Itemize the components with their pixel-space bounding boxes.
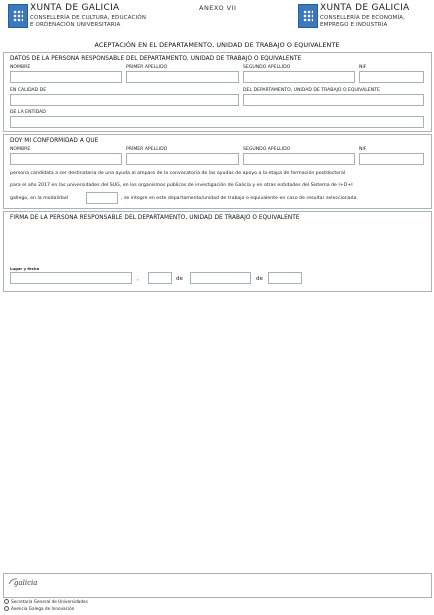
galicia-logo: galicia <box>14 579 38 587</box>
place-date-label: Lugar y fecha <box>10 266 40 271</box>
s2-apellido2-field[interactable] <box>243 153 355 165</box>
footer-circle-icon-2 <box>4 606 9 611</box>
s1-entidad-field[interactable] <box>10 116 424 128</box>
dept-right-line2: EMPREGO E INDUSTRIA <box>320 22 388 28</box>
s1-departamento-field[interactable] <box>243 94 424 106</box>
s2-modalidad-field[interactable] <box>86 192 118 204</box>
footer-item-2: Axencia Galega de Innovación <box>11 606 75 611</box>
place-comma: , <box>137 276 139 282</box>
org-name-right: XUNTA DE GALICIA <box>320 3 410 13</box>
section2-title: DOY MI CONFORMIDAD A QUE <box>10 138 99 144</box>
annex-label: ANEXO VII <box>199 4 237 12</box>
sep-de-2: de <box>256 276 263 282</box>
section3-title: FIRMA DE LA PERSONA RESPONSABLE DEL DEPARTAMENTO, UNIDAD DE TRABAJO O EQUIVALENTE <box>10 215 300 221</box>
footer-item-1: Secretaría General de Universidades <box>11 599 88 604</box>
s2-text-line3b: , se integre en este departamento/unidad de trabajo o equivalente en caso de resultar seleccionada. <box>121 196 358 201</box>
s2-text-line1: persona candidata a ser destinataria de una ayuda al amparo de la convocatoria de las ayudas de apoyo a la etapa de formación postdoctoral <box>10 171 346 176</box>
sep-de-1: de <box>176 276 183 282</box>
s1-calidad-field[interactable] <box>10 94 239 106</box>
footer-circle-icon-1 <box>4 599 9 604</box>
dept-right-line1: CONSELLERÍA DE ECONOMÍA, <box>320 15 406 21</box>
s1-label-nombre: NOMBRE <box>10 65 31 70</box>
org-name-left: XUNTA DE GALICIA <box>30 3 120 13</box>
s2-nif-field[interactable] <box>359 153 424 165</box>
dept-left-line1: CONSELLERÍA DE CULTURA, EDUCACIÓN <box>30 15 147 21</box>
s2-label-nif: NIF <box>359 147 367 152</box>
s1-nif-field[interactable] <box>359 71 424 83</box>
s1-label-apellido2: SEGUNDO APELLIDO <box>243 65 291 70</box>
footer-box <box>3 573 432 598</box>
s1-label-entidad: DE LA ENTIDAD <box>10 110 46 115</box>
s2-apellido1-field[interactable] <box>126 153 239 165</box>
s2-label-apellido1: PRIMER APELLIDO <box>126 147 168 152</box>
s2-text-line2: para el año 2017 en las universidades del SUG, en los organismos públicos de investigación de Galicia y en otras entidades del Sistema de I+D+I <box>10 183 353 188</box>
xunta-emblem-right-icon <box>298 4 318 28</box>
s1-label-apellido1: PRIMER APELLIDO <box>126 65 168 70</box>
document-title: ACEPTACIÓN EN EL DEPARTAMENTO, UNIDAD DE TRABAJO O EQUIVALENTE <box>94 41 340 49</box>
month-field[interactable] <box>190 272 251 284</box>
s1-label-calidad: EN CALIDAD DE <box>10 88 47 93</box>
dept-left-line2: E ORDENACIÓN UNIVERSITARIA <box>30 22 121 28</box>
s1-label-departamento: DEL DEPARTAMENTO, UNIDAD DE TRABAJO O EQUIVALENTE <box>243 88 380 93</box>
s1-apellido2-field[interactable] <box>243 71 355 83</box>
s2-nombre-field[interactable] <box>10 153 122 165</box>
s2-text-line3a: gallego, en la modalidad <box>10 196 68 201</box>
s1-apellido1-field[interactable] <box>126 71 239 83</box>
s2-label-nombre: NOMBRE <box>10 147 31 152</box>
section1-title: DATOS DE LA PERSONA RESPONSABLE DEL DEPARTAMENTO, UNIDAD DE TRABAJO O EQUIVALENTE <box>10 56 302 62</box>
s2-label-apellido2: SEGUNDO APELLIDO <box>243 147 291 152</box>
s1-nombre-field[interactable] <box>10 71 122 83</box>
s1-label-nif: NIF <box>359 65 367 70</box>
place-field[interactable] <box>10 272 132 284</box>
xunta-emblem-left-icon <box>8 4 28 28</box>
day-field[interactable] <box>148 272 172 284</box>
year-field[interactable] <box>268 272 302 284</box>
